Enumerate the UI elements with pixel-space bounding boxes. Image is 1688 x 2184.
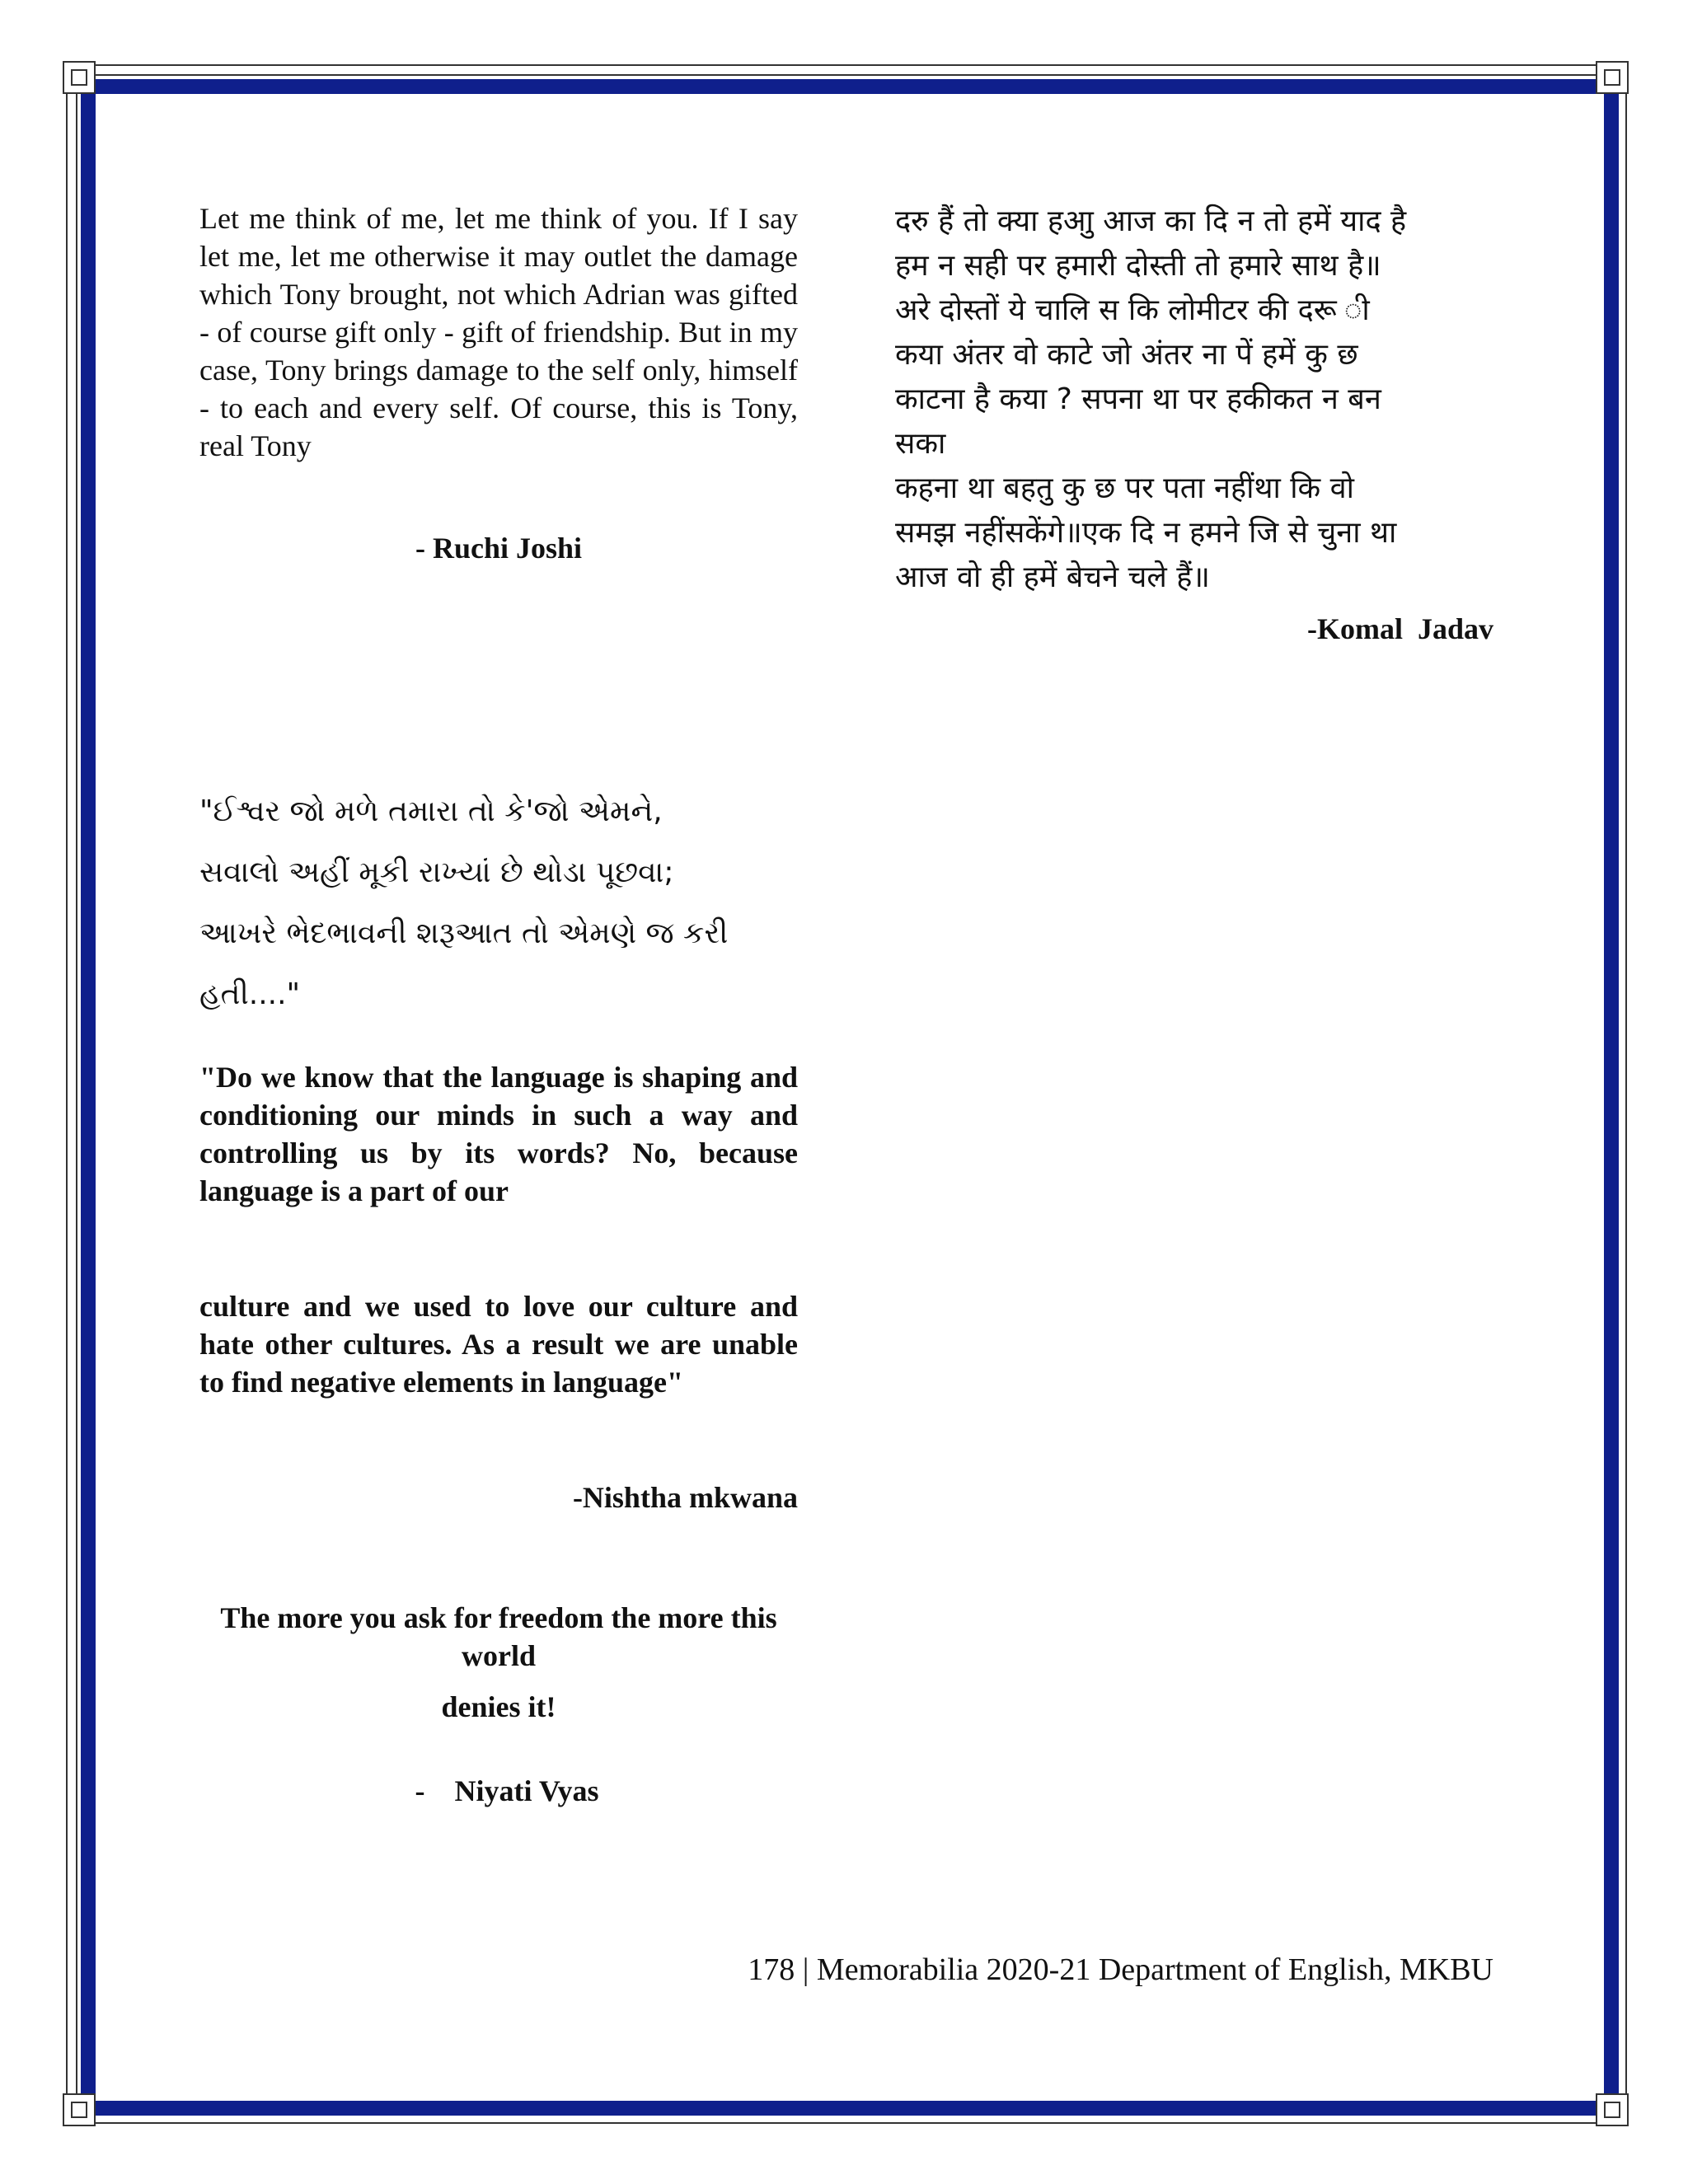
corner-ornament-bottom-right (1596, 2093, 1629, 2126)
niyati-quote-line1: The more you ask for freedom the more this world (220, 1601, 777, 1672)
niyati-quote (199, 1599, 798, 1810)
ruchi-joshi-author: - Ruchi Joshi (415, 532, 583, 565)
corner-ornament-top-left (63, 61, 96, 94)
gujarati-poem-line: હતી...." (199, 977, 301, 1011)
gujarati-poem (199, 781, 801, 1025)
niyati-quote-line2: denies it! (441, 1690, 556, 1723)
hindi-poem-line: अरे दोस्तों ये चालि स कि लोमीटर की दरू ी (895, 293, 1370, 327)
gujarati-poem-line: આખરે ભેદભાવની શરૂઆત તો એમણે જ કરી (199, 916, 729, 950)
gujarati-poem-line: "ઈશ્વર જો મળે તમારા તો કે'જો એમને, (199, 794, 663, 828)
hindi-poem-line: काटना है कया ? सपना था पर हकीकत न बन (895, 382, 1381, 416)
hindi-poem-line: आज वो ही हमें बेचने चले हैं॥ (895, 560, 1210, 594)
corner-ornament-top-right (1596, 61, 1629, 94)
hindi-poem-line: सका (895, 427, 946, 461)
nishtha-author: -Nishtha mkwana (572, 1481, 798, 1514)
hindi-poem-line: समझ नहींसकेंगे॥एक दि न हमने जि से चुना था (895, 516, 1397, 550)
ruchi-joshi-paragraph: Let me think of me, let me think of you. If I say let me, let me otherwise it may outlet the damage which Tony brought, not which Adrian was gifted - of course gift only - gift of friendship. But in my case, Tony brings damage to the self only, himself - to each and every self. Of course, this is Tony, real Tony (199, 202, 798, 462)
gujarati-poem-line: સવાલો અહીં મૂકી રાખ્યાં છે થોડા પૂછવા; (199, 855, 674, 889)
nishtha-quote-part2: culture and we used to love our culture and hate other cultures. As a result we are unable to find negative elements in language" (199, 1290, 798, 1399)
niyati-author: - Niyati Vyas (415, 1774, 599, 1807)
hindi-poem-line: दरु हैं तो क्या हआु आज का दि न तो हमें याद है (895, 204, 1407, 238)
hindi-poem (895, 199, 1497, 600)
hindi-poem-line: हम न सही पर हमारी दोस्ती तो हमारे साथ है॥ (895, 249, 1381, 283)
komal-jadav-author: -Komal Jadav (1306, 612, 1493, 645)
hindi-poem-line: कहना था बहतु कु छ पर पता नहींथा कि वो (895, 471, 1354, 505)
hindi-poem-line: कया अंतर वो काटे जो अंतर ना पें हमें कु छ (895, 338, 1358, 372)
corner-ornament-bottom-left (63, 2093, 96, 2126)
page-footer: 178 | Memorabilia 2020-21 Department of English, MKBU (748, 1952, 1493, 1987)
nishtha-quote-part1: "Do we know that the language is shaping and conditioning our minds in such a way and controlling us by its words? No, because language is a part of our (199, 1061, 798, 1207)
